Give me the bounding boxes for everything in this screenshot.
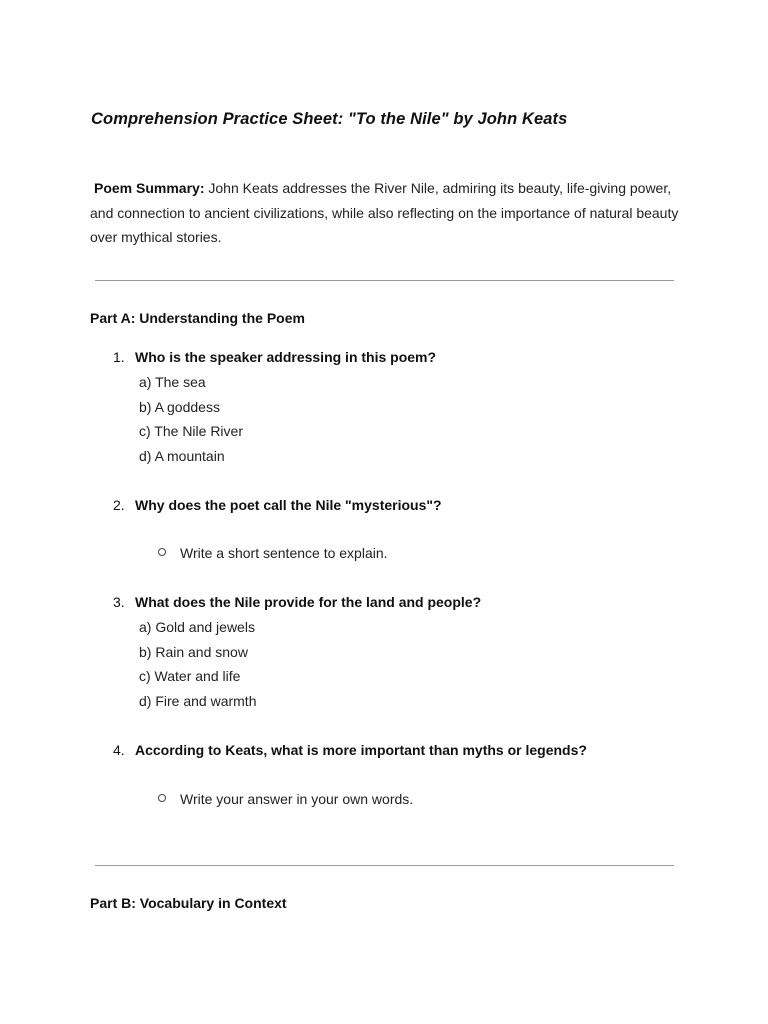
answer-instruction [158,791,413,807]
poem-summary [90,176,680,250]
question-text: What does the Nile provide for the land and people? [135,594,482,610]
part-b-heading: Part B: Vocabulary in Context [90,895,287,911]
question-3 [113,594,481,610]
question-number: 4. [113,742,125,758]
question-number: 1. [113,349,125,365]
part-a-heading: Part A: Understanding the Poem [90,310,305,326]
divider [95,865,674,866]
answer-option: b) A goddess [139,399,220,415]
answer-option: b) Rain and snow [139,644,248,660]
hollow-bullet-icon [158,794,166,802]
question-text: Why does the poet call the Nile "mysterious"? [135,497,442,513]
hollow-bullet-icon [158,548,166,556]
answer-option: a) Gold and jewels [139,619,255,635]
question-2 [113,497,442,513]
question-text: According to Keats, what is more important than myths or legends? [135,742,587,758]
answer-option: d) A mountain [139,448,225,464]
question-1 [113,349,436,365]
question-4 [113,742,587,758]
answer-option: c) Water and life [139,668,241,684]
answer-option: a) The sea [139,374,206,390]
question-number: 2. [113,497,125,513]
instruction-text: Write your answer in your own words. [180,791,414,807]
answer-option: c) The Nile River [139,423,243,439]
question-text: Who is the speaker addressing in this poem? [135,349,437,365]
answer-option: d) Fire and warmth [139,693,257,709]
summary-label: Poem Summary: [94,180,205,196]
summary-text: John Keats addresses the River Nile, admiring its beauty, life-giving power, and connection to ancient civilizations, while also reflecting on the importance of natural beauty over mythical stories. [90,180,679,245]
page-title: Comprehension Practice Sheet: "To the Nile" by John Keats [91,110,568,128]
answer-instruction [158,545,388,561]
instruction-text: Write a short sentence to explain. [180,545,388,561]
question-number: 3. [113,594,125,610]
divider [95,280,674,281]
